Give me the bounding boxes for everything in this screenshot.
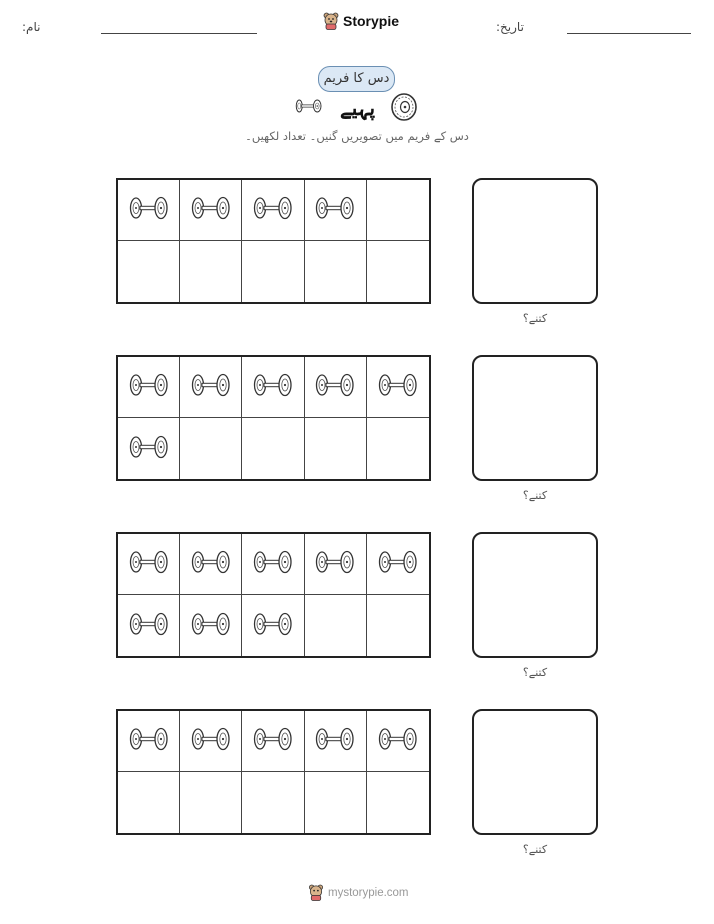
frame-cell — [367, 418, 429, 479]
frame-cell — [367, 595, 429, 656]
how-many-label-4: کتنے؟ — [522, 843, 548, 856]
frame-cell — [367, 180, 429, 241]
name-line[interactable] — [101, 33, 257, 34]
wheel-icon — [294, 98, 324, 114]
brand-logo — [323, 12, 399, 30]
frame-cell — [367, 711, 429, 772]
frame-cell — [118, 534, 180, 595]
frame-cell — [242, 534, 304, 595]
frame-cell — [367, 241, 429, 302]
date-line[interactable] — [567, 33, 691, 34]
frame-cell — [180, 180, 242, 241]
ten-frame-3 — [116, 532, 431, 658]
ten-frame-2 — [116, 355, 431, 481]
frame-cell — [305, 180, 367, 241]
answer-box-3[interactable] — [472, 532, 598, 658]
frame-cell — [118, 418, 180, 479]
wheel-icon — [128, 195, 170, 225]
how-many-label-2: کتنے؟ — [522, 489, 548, 502]
frame-cell — [118, 241, 180, 302]
frame-cell — [367, 357, 429, 418]
frame-cell — [305, 711, 367, 772]
frame-cell — [180, 711, 242, 772]
frame-cell — [242, 711, 304, 772]
name-label: نام: — [22, 20, 41, 34]
frame-cell — [242, 357, 304, 418]
frame-cell — [242, 418, 304, 479]
frame-cell — [305, 534, 367, 595]
footer — [308, 884, 409, 901]
frame-cell — [118, 711, 180, 772]
wheel-icon — [252, 372, 294, 402]
instructions: دس کے فریم میں تصویریں گنیں۔ تعداد لکھیں۔ — [245, 129, 469, 143]
frame-cell — [118, 772, 180, 833]
how-many-label-1: کتنے؟ — [522, 312, 548, 325]
wheel-icon — [128, 549, 170, 579]
frame-cell — [242, 180, 304, 241]
wheel-icon — [314, 726, 356, 756]
frame-cell — [118, 180, 180, 241]
frame-cell — [180, 418, 242, 479]
frame-cell — [118, 595, 180, 656]
wheel-icon — [377, 726, 419, 756]
wheel-icon — [252, 549, 294, 579]
frame-cell — [305, 241, 367, 302]
frame-cell — [305, 418, 367, 479]
wheel-icon — [314, 549, 356, 579]
answer-box-1[interactable] — [472, 178, 598, 304]
word-label: پہیے — [340, 96, 376, 120]
frame-cell — [367, 772, 429, 833]
frame-cell — [242, 241, 304, 302]
frame-cell — [118, 357, 180, 418]
wheel-icon — [128, 372, 170, 402]
wheel-icon — [314, 372, 356, 402]
bear-icon — [308, 884, 324, 901]
bear-icon — [323, 12, 339, 30]
frame-cell — [180, 595, 242, 656]
answer-box-2[interactable] — [472, 355, 598, 481]
wheel-icon — [128, 611, 170, 641]
frame-cell — [305, 595, 367, 656]
frame-cell — [180, 772, 242, 833]
ten-frame-1 — [116, 178, 431, 304]
wheel-icon — [190, 372, 232, 402]
wheel-icon — [190, 611, 232, 641]
frame-cell — [242, 772, 304, 833]
frame-cell — [180, 357, 242, 418]
tire-icon — [390, 93, 418, 121]
wheel-icon — [190, 726, 232, 756]
wheel-icon — [190, 195, 232, 225]
frame-cell — [180, 241, 242, 302]
wheel-icon — [377, 372, 419, 402]
wheel-icon — [377, 549, 419, 579]
wheel-icon — [314, 195, 356, 225]
frame-cell — [367, 534, 429, 595]
footer-url: mystorypie.com — [328, 886, 409, 899]
frame-cell — [305, 772, 367, 833]
wheel-icon — [252, 195, 294, 225]
frame-cell — [242, 595, 304, 656]
how-many-label-3: کتنے؟ — [522, 666, 548, 679]
wheel-icon — [252, 611, 294, 641]
ten-frame-4 — [116, 709, 431, 835]
frame-cell — [180, 534, 242, 595]
date-label: تاریخ: — [496, 20, 524, 34]
wheel-icon — [190, 549, 232, 579]
frame-cell — [305, 357, 367, 418]
brand-name: Storypie — [343, 13, 400, 29]
wheel-icon — [252, 726, 294, 756]
page-title: دس کا فریم — [318, 66, 395, 92]
wheel-icon — [128, 726, 170, 756]
wheel-icon — [128, 434, 170, 464]
answer-box-4[interactable] — [472, 709, 598, 835]
